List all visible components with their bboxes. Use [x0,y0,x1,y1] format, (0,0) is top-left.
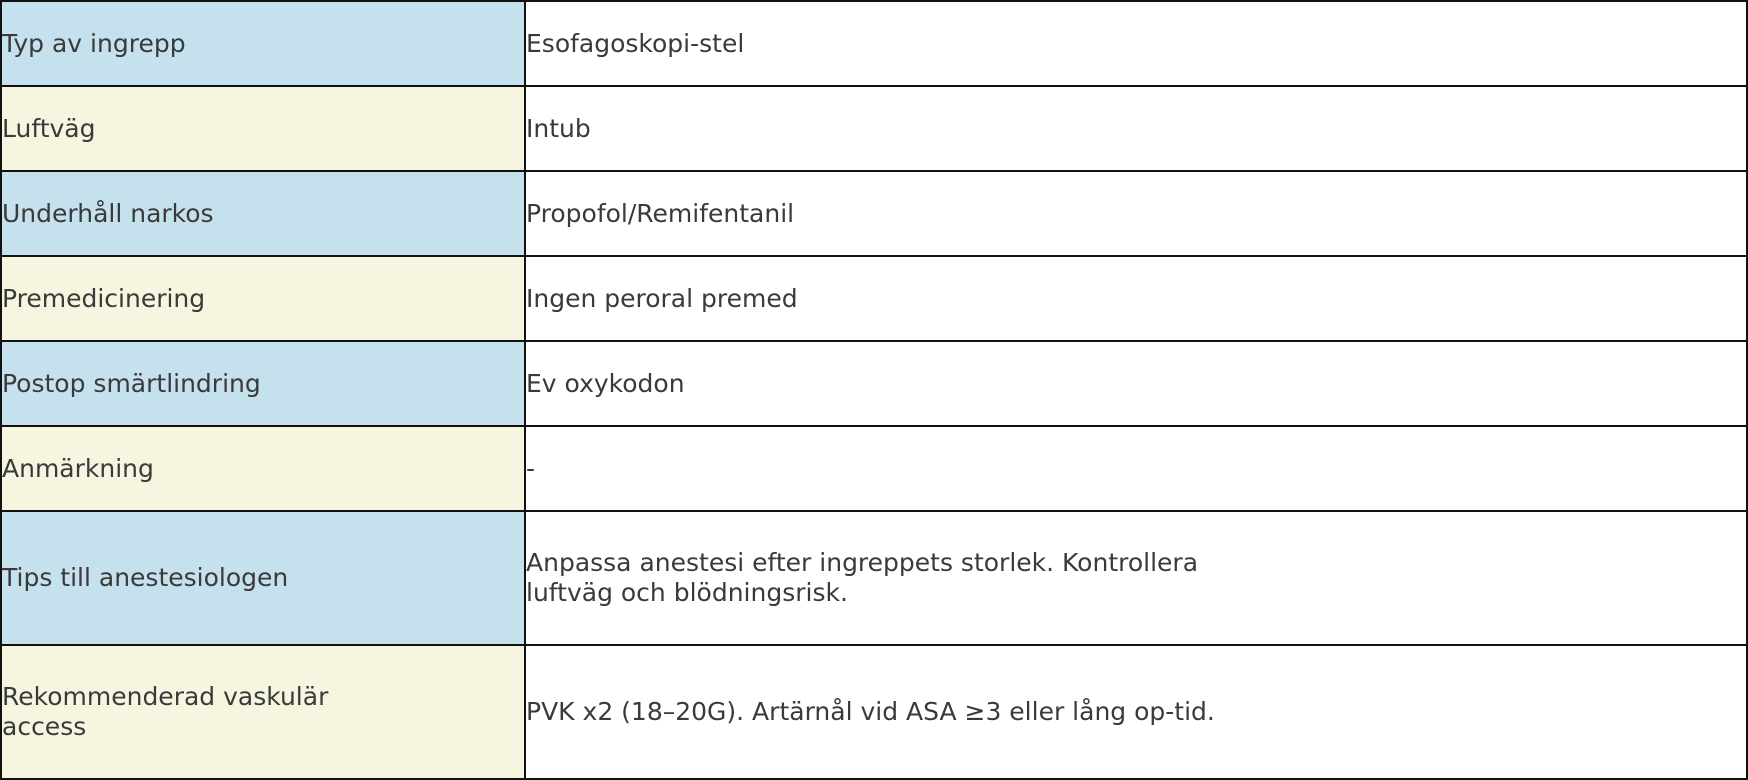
table-row [1,1,1747,86]
row-value-cell [525,511,1747,645]
row-label: Rekommenderad vaskulär access [2,682,329,741]
row-label-cell [1,426,525,511]
row-value-cell [525,1,1747,86]
table-row [1,171,1747,256]
row-label: Underhåll narkos [2,198,214,228]
row-value: Ev oxykodon [526,368,685,398]
table-row [1,426,1747,511]
row-value-cell [525,256,1747,341]
table-row [1,645,1747,779]
row-label: Luftväg [2,113,96,143]
row-value-cell [525,341,1747,426]
row-value: - [526,453,536,483]
row-value-cell [525,86,1747,171]
row-value: Ingen peroral premed [526,283,798,313]
row-label-cell [1,645,525,779]
row-label-cell [1,1,525,86]
row-value: Intub [526,113,591,143]
table-row [1,256,1747,341]
row-label: Tips till anestesiologen [2,563,289,592]
table-row [1,511,1747,645]
table-row [1,341,1747,426]
row-label-cell [1,511,525,645]
row-label: Anmärkning [2,453,154,483]
row-value: Propofol/Remifentanil [526,198,795,228]
row-label-cell [1,341,525,426]
row-label: Typ av ingrepp [2,28,186,58]
row-label-cell [1,256,525,341]
row-value: PVK x2 (18–20G). Artärnål vid ASA ≥3 eller lång op-tid. [526,697,1215,726]
row-value-cell [525,171,1747,256]
row-value-cell [525,645,1747,779]
table-row [1,86,1747,171]
row-value: Anpassa anestesi efter ingreppets storlek. Kontrollera luftväg och blödningsrisk. [526,548,1199,607]
row-label: Premedicinering [2,283,206,313]
row-label-cell [1,86,525,171]
row-value: Esofagoskopi-stel [526,28,745,58]
row-label-cell [1,171,525,256]
row-label: Postop smärtlindring [2,368,261,398]
row-value-cell [525,426,1747,511]
